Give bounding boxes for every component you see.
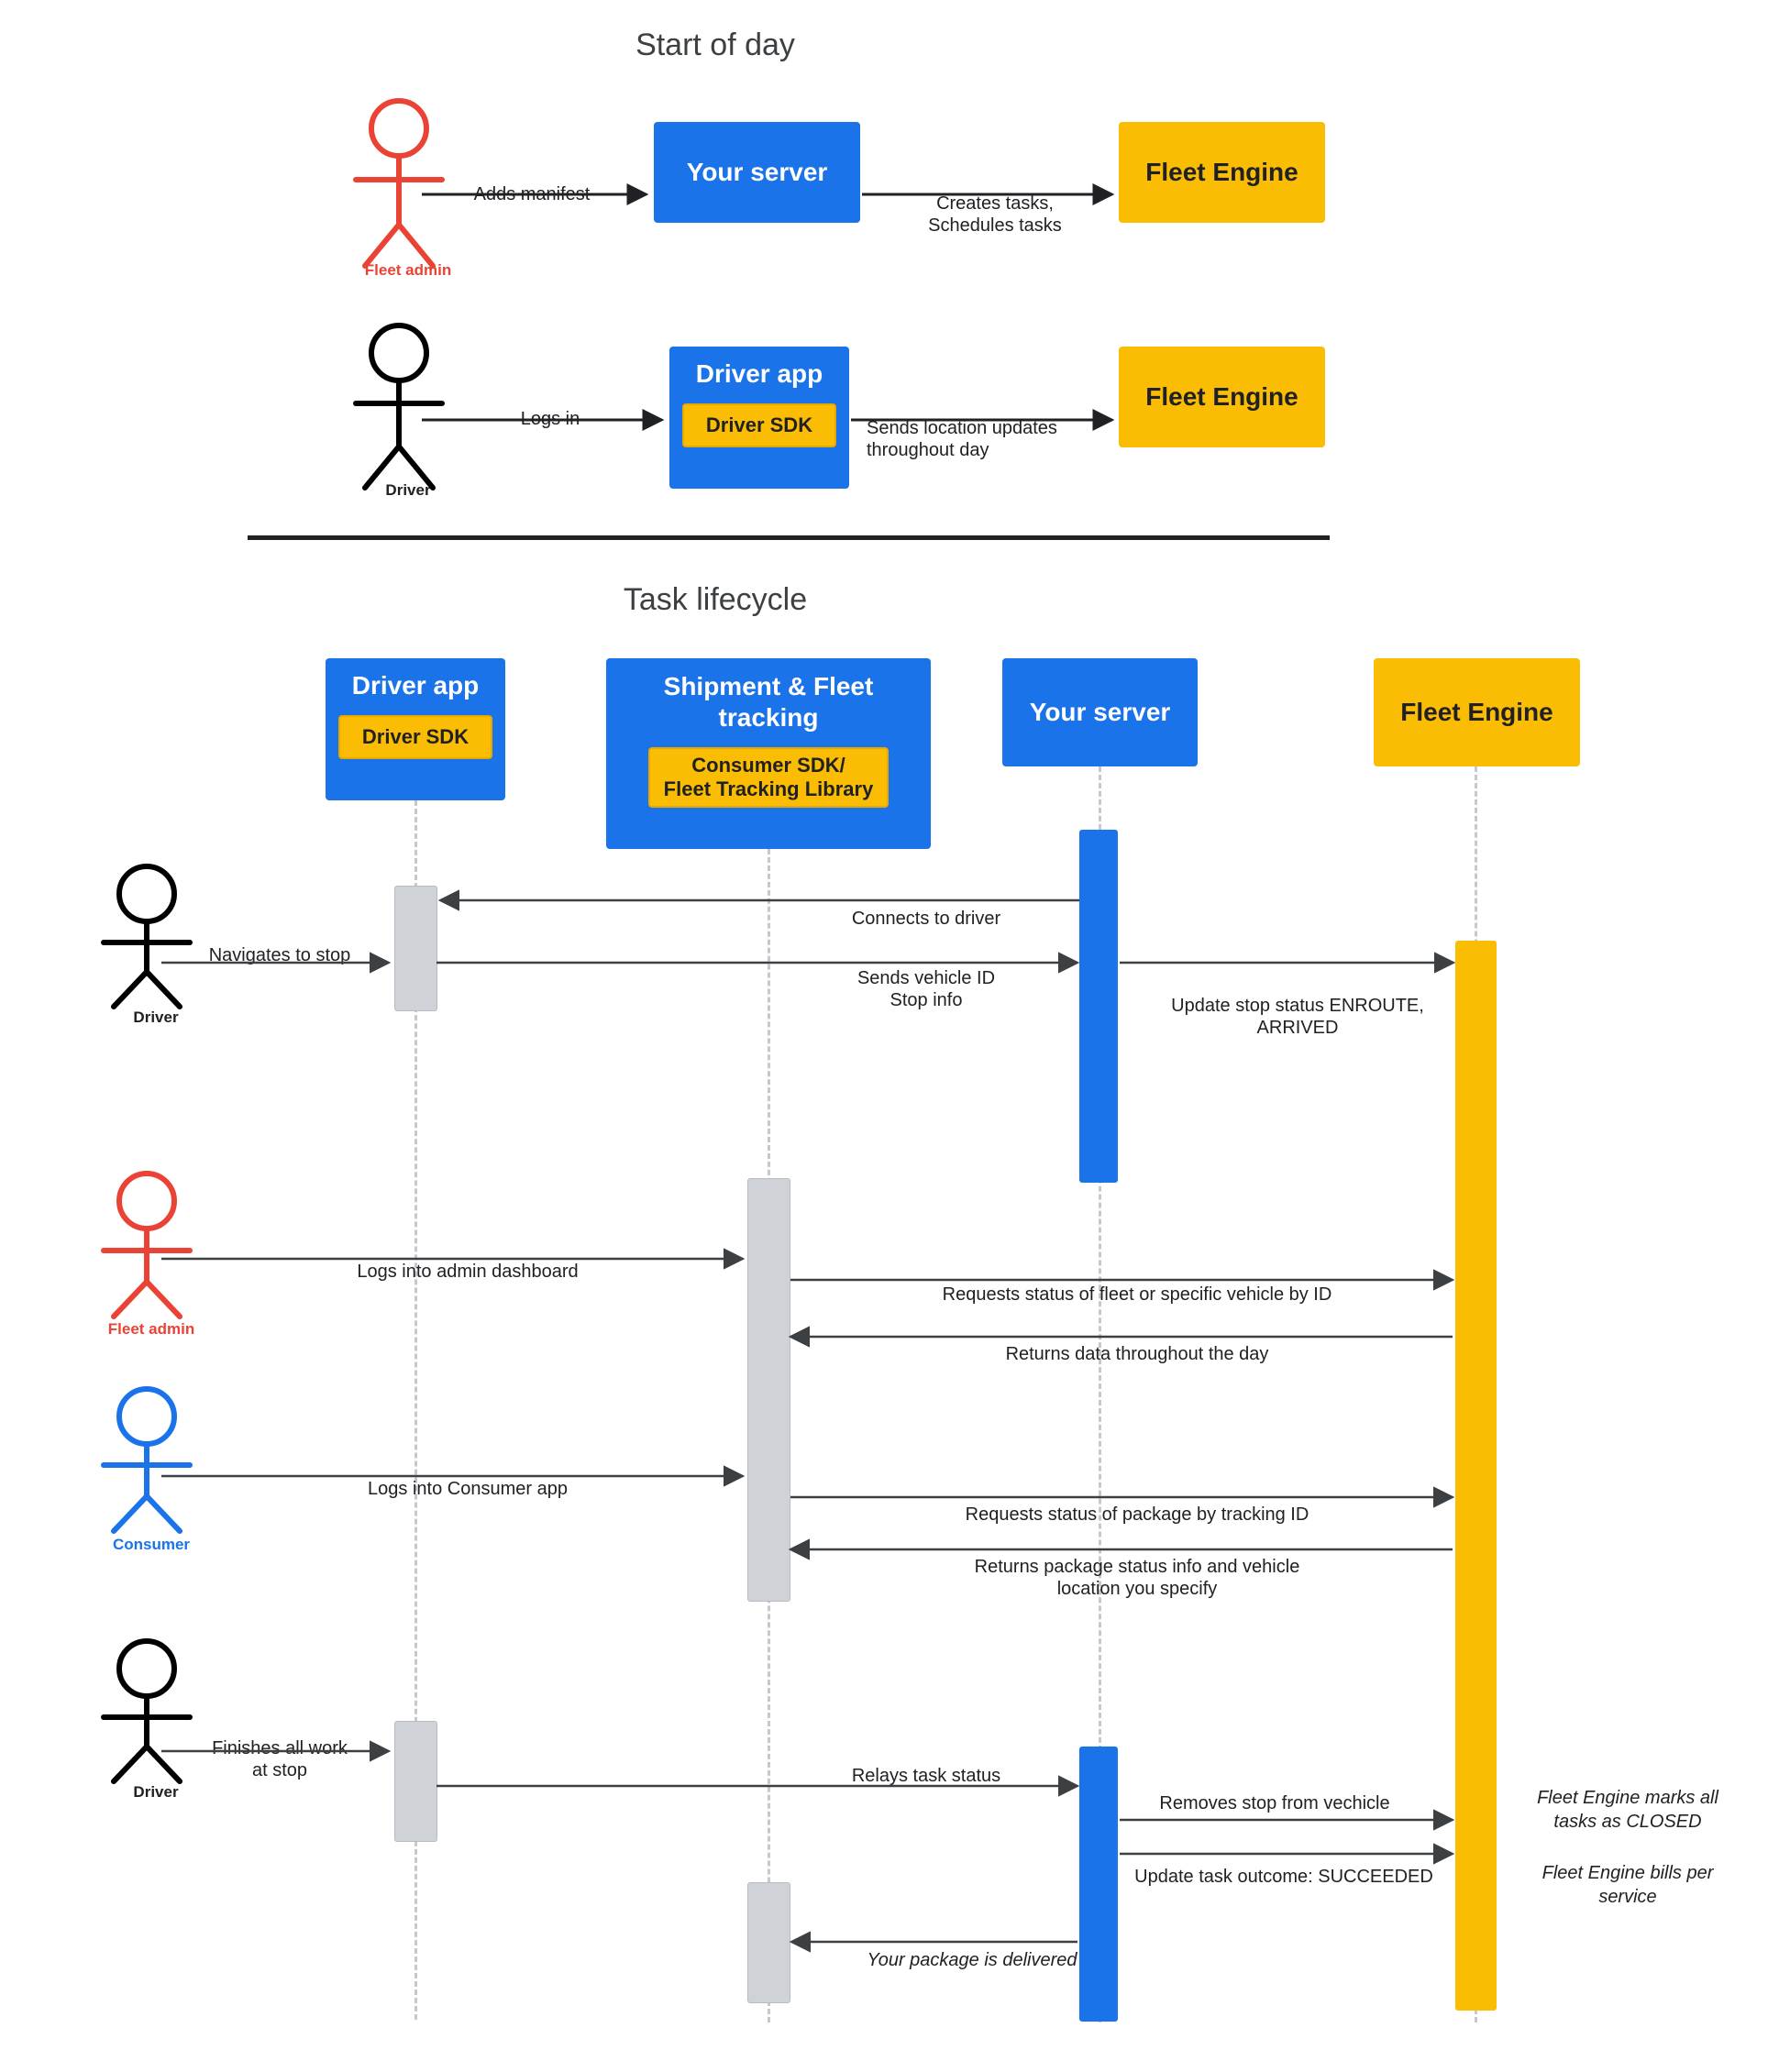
column-fleet-engine-label: Fleet Engine xyxy=(1400,698,1553,726)
column-driver-app[interactable] xyxy=(326,658,505,800)
msg-label-finishes-all-work: Finishes all work at stop xyxy=(212,1738,348,1781)
node-your-server[interactable] xyxy=(654,122,860,223)
actor-label-driver-bottom: Driver xyxy=(133,1783,179,1801)
msg-label-sends-vehicle-id: Sends vehicle ID Stop info xyxy=(856,968,996,1011)
chip-driver-sdk-label: Driver SDK xyxy=(361,725,470,748)
activation-driver-app-top xyxy=(394,886,437,1011)
node-driver-app-top-label: Driver app xyxy=(695,359,823,388)
msg-label-requests-status-fleet: Requests status of fleet or specific vehicle by ID xyxy=(942,1284,1332,1305)
chip-consumer-sdk-label: Consumer SDK/ Fleet Tracking Library xyxy=(663,753,874,801)
node-fleet-engine-top-label: Fleet Engine xyxy=(1145,158,1298,186)
column-fleet-engine[interactable] xyxy=(1374,658,1580,766)
activation-tracking-bottom xyxy=(747,1882,790,2003)
column-your-server[interactable] xyxy=(1002,658,1198,766)
chip-driver-sdk[interactable] xyxy=(338,715,492,759)
chip-consumer-sdk[interactable] xyxy=(648,747,889,808)
column-driver-app-label: Driver app xyxy=(351,671,480,700)
column-your-server-label: Your server xyxy=(1029,698,1171,726)
msg-label-requests-status-package: Requests status of package by tracking ID xyxy=(965,1504,1309,1525)
msg-label-returns-data-throughout-day: Returns data throughout the day xyxy=(1005,1344,1269,1364)
chip-driver-sdk-top[interactable] xyxy=(682,403,836,447)
node-fleet-engine-second[interactable] xyxy=(1119,347,1325,447)
node-driver-app-top[interactable] xyxy=(669,347,849,489)
msg-label-update-stop-status: Update stop status ENROUTE, ARRIVED xyxy=(1171,996,1424,1039)
msg-label-removes-stop-from-vehicle: Removes stop from vechicle xyxy=(1159,1793,1390,1813)
msg-label-logs-into-admin-dashboard: Logs into admin dashboard xyxy=(357,1262,579,1282)
activation-tracking-middle xyxy=(747,1178,790,1602)
msg-label-update-task-outcome: Update task outcome: SUCCEEDED xyxy=(1134,1867,1433,1887)
section-divider xyxy=(248,535,1330,540)
chip-driver-sdk-top-label: Driver SDK xyxy=(705,413,813,436)
msg-label-navigates-to-stop: Navigates to stop xyxy=(208,945,351,965)
note-bills-per-service: Fleet Engine bills per service xyxy=(1541,1863,1714,1907)
section-title-task-lifecycle: Task lifecycle xyxy=(623,582,808,617)
column-shipment-fleet-tracking-label: Shipment & Fleet tracking xyxy=(663,672,874,732)
edge-label-creates-tasks: Creates tasks, Schedules tasks xyxy=(928,193,1062,237)
node-fleet-engine-second-label: Fleet Engine xyxy=(1145,382,1298,411)
msg-label-logs-into-consumer-app: Logs into Consumer app xyxy=(368,1479,568,1499)
note-marks-tasks-closed: Fleet Engine marks all tasks as CLOSED xyxy=(1537,1788,1718,1832)
actor-label-consumer: Consumer xyxy=(112,1536,191,1553)
activation-your-server-bottom xyxy=(1079,1747,1118,2022)
node-fleet-engine-top[interactable] xyxy=(1119,122,1325,223)
msg-label-connects-to-driver: Connects to driver xyxy=(851,909,1001,929)
actor-label-driver-mid: Driver xyxy=(133,1008,179,1026)
actor-label-driver-top: Driver xyxy=(385,481,431,499)
msg-label-relays-task-status: Relays task status xyxy=(851,1766,1001,1786)
activation-driver-app-bottom xyxy=(394,1721,437,1842)
actor-label-fleet-admin: Fleet admin xyxy=(107,1320,195,1338)
edge-label-logs-in: Logs in xyxy=(520,409,580,429)
column-shipment-fleet-tracking[interactable] xyxy=(606,658,931,849)
edge-label-adds-manifest: Adds manifest xyxy=(473,184,591,204)
node-your-server-label: Your server xyxy=(686,158,828,186)
section-title-start-of-day: Start of day xyxy=(635,28,795,62)
msg-label-your-package-is-delivered: Your package is delivered xyxy=(867,1950,1077,1970)
edge-label-sends-location-updates: Sends location updates throughout day xyxy=(867,418,1057,461)
activation-fleet-engine xyxy=(1455,941,1497,2011)
msg-label-returns-package-status: Returns package status info and vehicle location you specify xyxy=(974,1557,1300,1600)
actor-label-fleet-admin-top: Fleet admin xyxy=(364,261,452,279)
